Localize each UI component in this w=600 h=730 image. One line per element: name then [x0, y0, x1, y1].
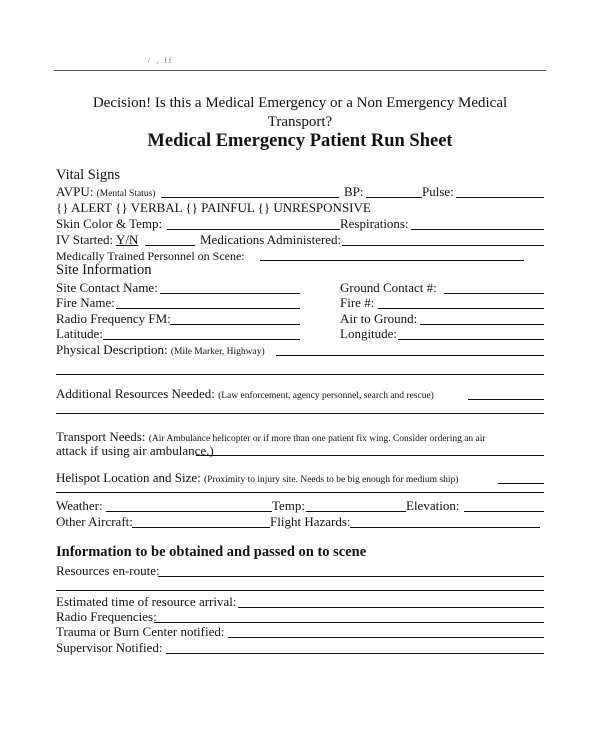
- medications-field[interactable]: [342, 245, 544, 246]
- decision-line-2: Transport?: [267, 114, 333, 130]
- arrival-field[interactable]: [238, 607, 544, 608]
- transport-note-1: (Air Ambulance helicopter or if more than one patient fix wing. Consider ordering an air: [148, 434, 486, 444]
- bp-label: BP:: [344, 184, 364, 199]
- physical-field[interactable]: [276, 355, 544, 356]
- air-to-ground-field[interactable]: [420, 324, 544, 325]
- iv-label: IV Started:: [56, 232, 114, 247]
- medications-label: Medications Administered:: [200, 232, 342, 247]
- fire-number-label: Fire #:: [340, 295, 375, 310]
- resources-field-line-2[interactable]: [56, 413, 544, 414]
- respirations-field[interactable]: [411, 229, 544, 230]
- resources-field[interactable]: [468, 399, 544, 400]
- supervisor-field[interactable]: [166, 653, 544, 654]
- vital-signs-heading: Vital Signs: [56, 167, 120, 183]
- helispot-field-line-2[interactable]: [56, 492, 544, 493]
- header-marks: / , ff: [148, 56, 174, 65]
- arrival-label: Estimated time of resource arrival:: [56, 594, 237, 609]
- flight-hazards-field[interactable]: [350, 527, 540, 528]
- temp-field[interactable]: [306, 511, 406, 512]
- skin-label: Skin Color & Temp:: [56, 216, 163, 231]
- latitude-label: Latitude:: [56, 326, 103, 341]
- transport-note-2: attack if using air ambulance.): [56, 443, 214, 458]
- fire-name-label: Fire Name:: [56, 295, 115, 310]
- helispot-label: Helispot Location and Size: (Proximity to injury site. Needs to be big enough for medium ship): [56, 470, 459, 485]
- ground-contact-field[interactable]: [444, 293, 544, 294]
- site-contact-label: Site Contact Name:: [56, 280, 158, 295]
- decision-line-1: Decision! Is this a Medical Emergency or a Non Emergency Medical: [92, 95, 508, 111]
- elevation-label: Elevation:: [406, 498, 460, 513]
- weather-field[interactable]: [106, 511, 272, 512]
- resources-note: (Law enforcement, agency personnel, search and rescue): [218, 391, 434, 401]
- avpu-note: (Mental Status): [96, 189, 156, 199]
- site-contact-field[interactable]: [160, 293, 300, 294]
- responsiveness-options[interactable]: {} ALERT {} VERBAL {} PAINFUL {} UNRESPONSIVE: [56, 200, 371, 215]
- radio-fm-label: Radio Frequency FM:: [56, 311, 171, 326]
- bp-field[interactable]: [366, 197, 422, 198]
- skin-field[interactable]: [167, 229, 340, 230]
- helispot-field[interactable]: [498, 483, 544, 484]
- avpu-label: AVPU: (Mental Status): [56, 184, 156, 199]
- fire-number-field[interactable]: [378, 308, 544, 309]
- avpu-field[interactable]: [161, 197, 339, 198]
- respirations-label: Respirations:: [340, 216, 409, 231]
- ground-contact-label: Ground Contact #:: [340, 280, 437, 295]
- transport-field[interactable]: [196, 455, 544, 456]
- iv-value[interactable]: Y/N: [116, 232, 139, 247]
- iv-field[interactable]: [145, 245, 195, 246]
- site-info-heading: Site Information: [56, 262, 152, 278]
- trauma-label: Trauma or Burn Center notified:: [56, 624, 225, 639]
- header-rule: [54, 70, 546, 71]
- flight-hazards-label: Flight Hazards:: [270, 514, 351, 529]
- pulse-label: Pulse:: [422, 184, 454, 199]
- radio-field[interactable]: [154, 622, 544, 623]
- other-aircraft-field[interactable]: [132, 527, 270, 528]
- personnel-label: Medically Trained Personnel on Scene:: [56, 249, 245, 263]
- resources-enroute-label: Resources en-route:: [56, 563, 160, 578]
- pulse-field[interactable]: [456, 197, 544, 198]
- air-to-ground-label: Air to Ground:: [340, 311, 418, 326]
- weather-label: Weather:: [56, 498, 103, 513]
- resources-label: Additional Resources Needed: (Law enforcement, agency personnel, search and rescue): [56, 386, 434, 401]
- resources-enroute-field[interactable]: [158, 576, 544, 577]
- other-aircraft-label: Other Aircraft:: [56, 514, 133, 529]
- transport-label: Transport Needs: (Air Ambulance helicopter or if more than one patient fix wing. Consider ordering an air: [56, 429, 486, 444]
- longitude-label: Longitude:: [340, 326, 398, 341]
- supervisor-label: Supervisor Notified:: [56, 640, 163, 655]
- helispot-note: (Proximity to injury site. Needs to be big enough for medium ship): [204, 475, 459, 485]
- trauma-field[interactable]: [228, 637, 544, 638]
- physical-note: (Mile Marker, Highway): [170, 347, 265, 357]
- info-scene-heading: Information to be obtained and passed on to scene: [56, 544, 367, 560]
- elevation-field[interactable]: [464, 511, 544, 512]
- personnel-field[interactable]: [260, 260, 524, 261]
- latitude-field[interactable]: [103, 339, 300, 340]
- resources-enroute-field-line-2[interactable]: [56, 590, 544, 591]
- fire-name-field[interactable]: [116, 308, 300, 309]
- physical-field-line-2[interactable]: [56, 374, 544, 375]
- page-title: Medical Emergency Patient Run Sheet: [147, 131, 453, 151]
- physical-label: Physical Description: (Mile Marker, Highway): [56, 342, 265, 357]
- temp-label: Temp:: [272, 498, 306, 513]
- radio-fm-field[interactable]: [170, 324, 300, 325]
- longitude-field[interactable]: [398, 339, 544, 340]
- radio-label: Radio Frequencies:: [56, 609, 157, 624]
